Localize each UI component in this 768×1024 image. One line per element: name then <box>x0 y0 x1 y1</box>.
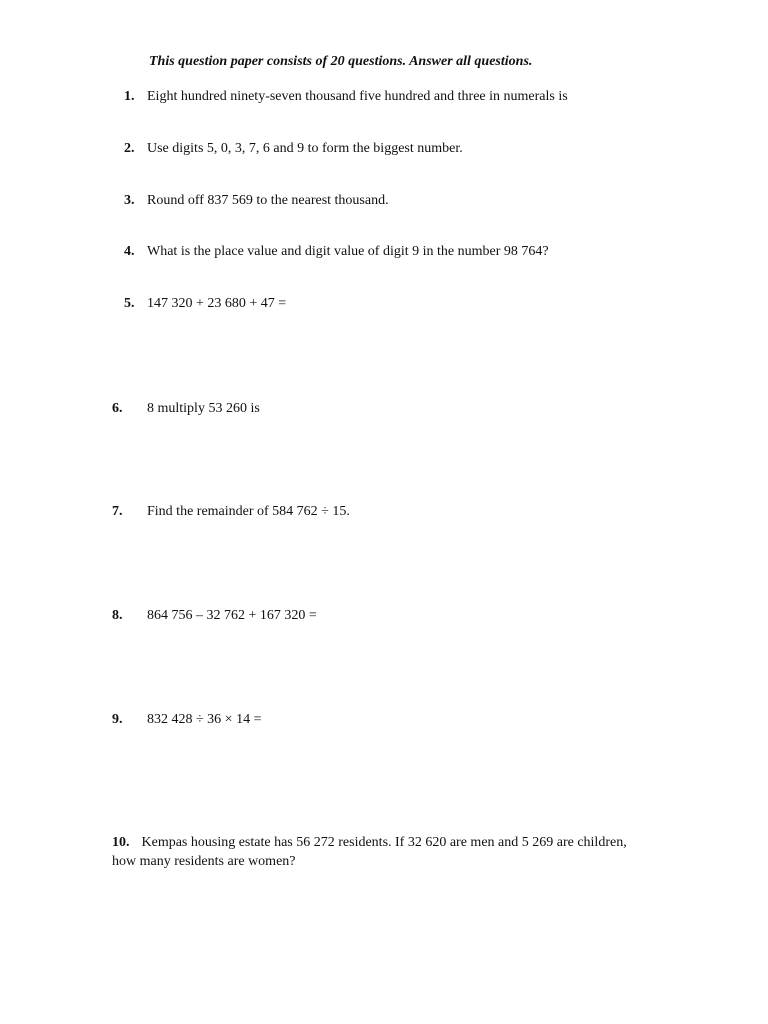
question-number: 2. <box>124 141 135 156</box>
question-text: Kempas housing estate has 56 272 residents. If 32 620 are men and 5 269 are children, how many residents are women? <box>112 835 627 869</box>
question-3 <box>124 193 389 209</box>
question-text: Find the remainder of 584 762 ÷ 15. <box>147 504 350 519</box>
question-text: 147 320 + 23 680 + 47 = <box>147 296 287 311</box>
question-text: What is the place value and digit value of digit 9 in the number 98 764? <box>147 244 549 259</box>
question-text: 8 multiply 53 260 is <box>147 401 260 416</box>
question-number: 9. <box>112 712 123 727</box>
question-text: 864 756 – 32 762 + 167 320 = <box>147 608 317 623</box>
question-number: 8. <box>112 608 123 623</box>
question-text: Eight hundred ninety-seven thousand five hundred and three in numerals is <box>147 89 568 104</box>
question-2 <box>124 141 463 157</box>
question-10 <box>112 833 632 871</box>
question-number: 1. <box>124 89 135 104</box>
question-number: 3. <box>124 193 135 208</box>
question-number: 5. <box>124 296 135 311</box>
question-text: 832 428 ÷ 36 × 14 = <box>147 712 262 727</box>
question-number: 6. <box>112 401 123 416</box>
question-5 <box>124 296 287 312</box>
instruction-heading: This question paper consists of 20 questions. Answer all questions. <box>149 54 533 69</box>
question-4 <box>124 244 549 260</box>
question-text: Round off 837 569 to the nearest thousand. <box>147 193 389 208</box>
question-7 <box>112 504 350 520</box>
question-8 <box>112 608 317 624</box>
question-text: Use digits 5, 0, 3, 7, 6 and 9 to form the biggest number. <box>147 141 463 156</box>
question-number: 10. <box>112 835 130 850</box>
question-9 <box>112 712 262 728</box>
question-1 <box>124 89 568 105</box>
question-6 <box>112 401 260 417</box>
question-number: 4. <box>124 244 135 259</box>
question-number: 7. <box>112 504 123 519</box>
